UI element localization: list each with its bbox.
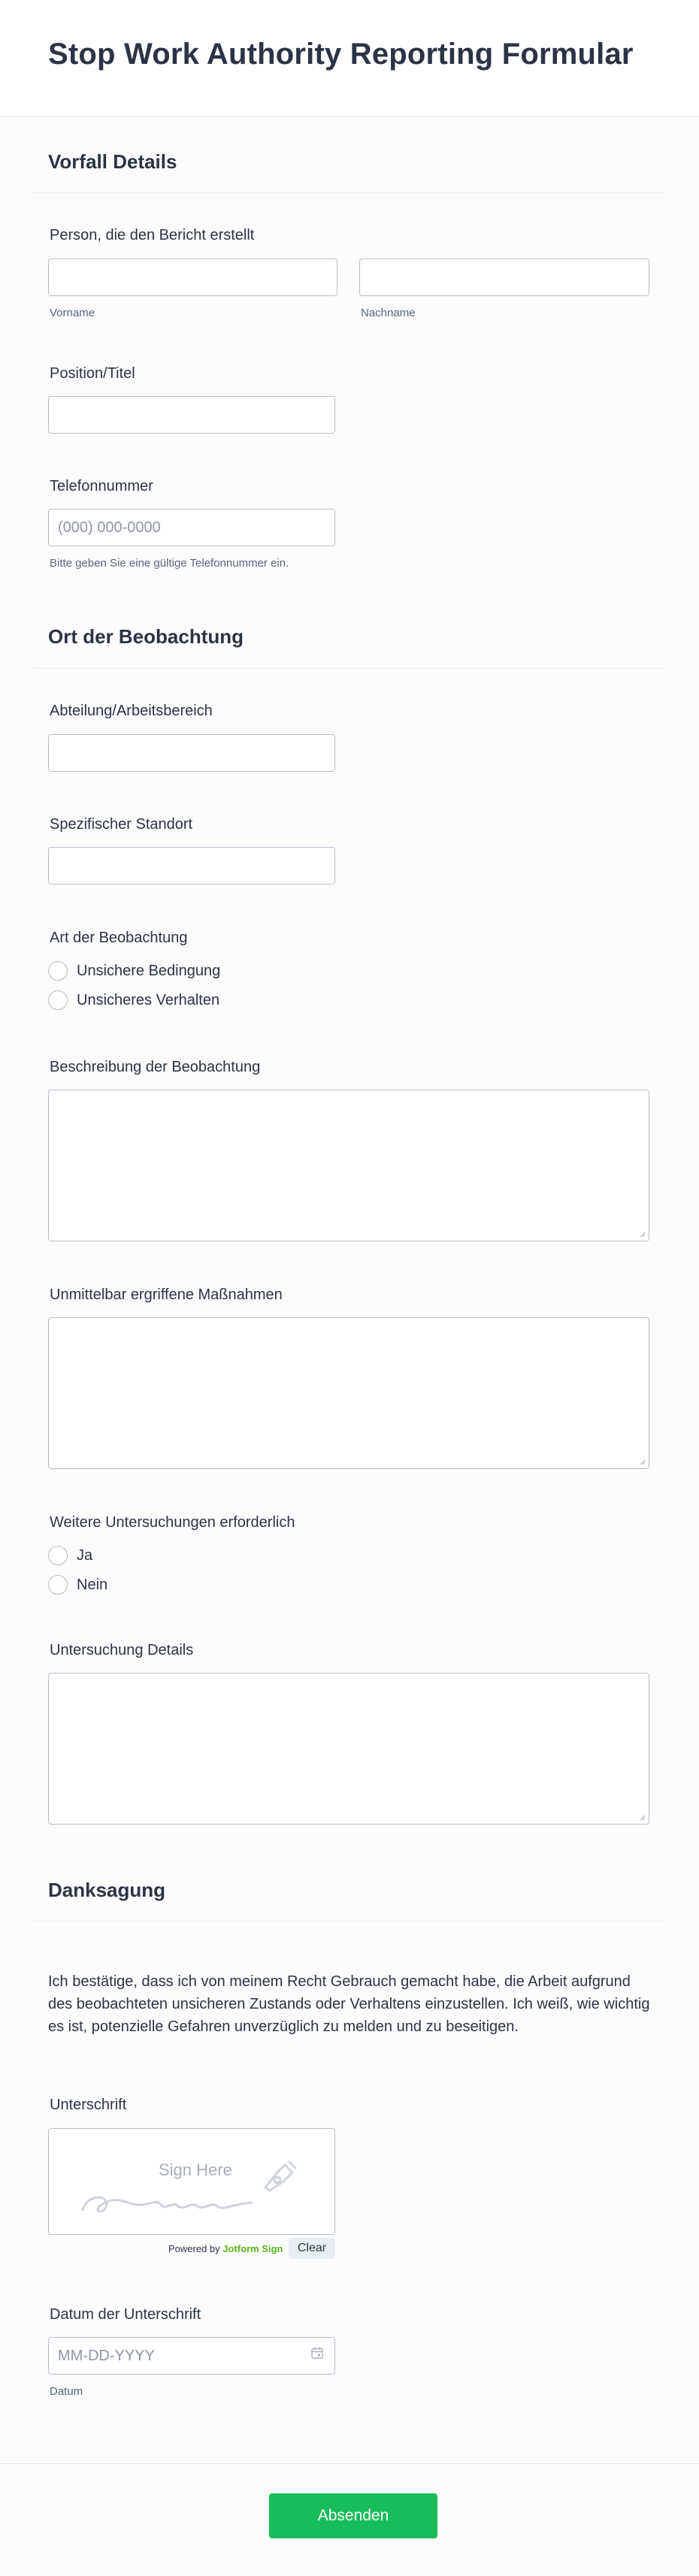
further-investigation-label: Weitere Untersuchungen erforderlich <box>50 1514 295 1531</box>
powered-by-text <box>168 2243 283 2254</box>
phone-input[interactable] <box>48 509 335 546</box>
radio-option-yes[interactable] <box>48 1545 92 1566</box>
position-input[interactable] <box>48 396 335 434</box>
investigation-details-label: Untersuchung Details <box>50 1642 194 1658</box>
actions-label: Unmittelbar ergriffene Maßnahmen <box>50 1286 283 1303</box>
radio-button[interactable] <box>48 1546 68 1565</box>
powered-by-prefix: Powered by <box>168 2243 220 2254</box>
radio-label: Nein <box>77 1576 108 1593</box>
resize-grip-icon[interactable] <box>638 1458 646 1465</box>
observation-type-label: Art der Beobachtung <box>50 930 188 946</box>
signature-date-sublabel: Datum <box>50 2385 83 2398</box>
resize-grip-icon[interactable] <box>638 1230 646 1238</box>
radio-button[interactable] <box>48 990 68 1010</box>
section-divider <box>33 192 666 193</box>
radio-button[interactable] <box>48 961 68 981</box>
description-textarea[interactable] <box>48 1090 649 1241</box>
phone-sublabel: Bitte geben Sie eine gültige Telefonnummer ein. <box>50 557 289 570</box>
phone-label: Telefonnummer <box>50 478 153 494</box>
reporter-label: Person, die den Bericht erstellt <box>50 227 255 243</box>
section-title-thanks: Danksagung <box>48 1879 166 1901</box>
form-title: Stop Work Authority Reporting Formular <box>48 38 634 71</box>
position-label: Position/Titel <box>50 365 135 382</box>
last-name-input[interactable] <box>359 259 649 296</box>
section-title-location: Ort der Beobachtung <box>48 625 244 648</box>
calendar-icon[interactable] <box>310 2346 324 2360</box>
radio-label: Ja <box>77 1547 93 1564</box>
radio-label: Unsicheres Verhalten <box>77 991 220 1008</box>
description-label: Beschreibung der Beobachtung <box>50 1059 261 1075</box>
jotform-sign-brand: Jotform Sign <box>222 2243 283 2254</box>
first-name-input[interactable] <box>48 259 337 296</box>
last-name-sublabel: Nachname <box>361 307 416 319</box>
actions-textarea[interactable] <box>48 1317 649 1469</box>
radio-option-no[interactable] <box>48 1574 107 1595</box>
pen-signature-icon <box>259 2157 298 2195</box>
signature-date-label: Datum der Unterschrift <box>50 2306 201 2323</box>
clear-signature-button[interactable]: Clear <box>289 2238 335 2259</box>
specific-location-label: Spezifischer Standort <box>50 816 193 833</box>
department-label: Abteilung/Arbeitsbereich <box>50 703 213 719</box>
investigation-details-textarea[interactable] <box>48 1673 649 1825</box>
acknowledgement-text: Ich bestätige, dass ich von meinem Recht Gebrauch gemacht habe, die Arbeit aufgrund des beobachteten unsicheren Zustands oder Verhaltens einzustellen. Ich weiß, wie wichtig es ist, potenzielle Gefahren unverzüglich zu melden und zu beseitigen. <box>48 1973 650 2035</box>
signature-date-input[interactable] <box>48 2337 335 2375</box>
form-header <box>0 0 699 117</box>
radio-option-unsafe-behavior[interactable] <box>48 990 219 1011</box>
signature-placeholder: Sign Here <box>159 2160 232 2179</box>
section-title-incident: Vorfall Details <box>48 150 177 173</box>
signature-label: Unterschrift <box>50 2097 127 2113</box>
signature-squiggle-icon <box>79 2163 289 2216</box>
signature-pad[interactable] <box>48 2128 335 2235</box>
radio-label: Unsichere Bedingung <box>77 962 221 979</box>
department-input[interactable] <box>48 734 335 772</box>
submit-button[interactable]: Absenden <box>269 2493 437 2538</box>
radio-option-unsafe-condition[interactable] <box>48 960 220 981</box>
section-divider <box>33 668 666 669</box>
first-name-sublabel: Vorname <box>50 307 95 319</box>
resize-grip-icon[interactable] <box>638 1813 646 1821</box>
specific-location-input[interactable] <box>48 847 335 884</box>
radio-button[interactable] <box>48 1575 68 1595</box>
